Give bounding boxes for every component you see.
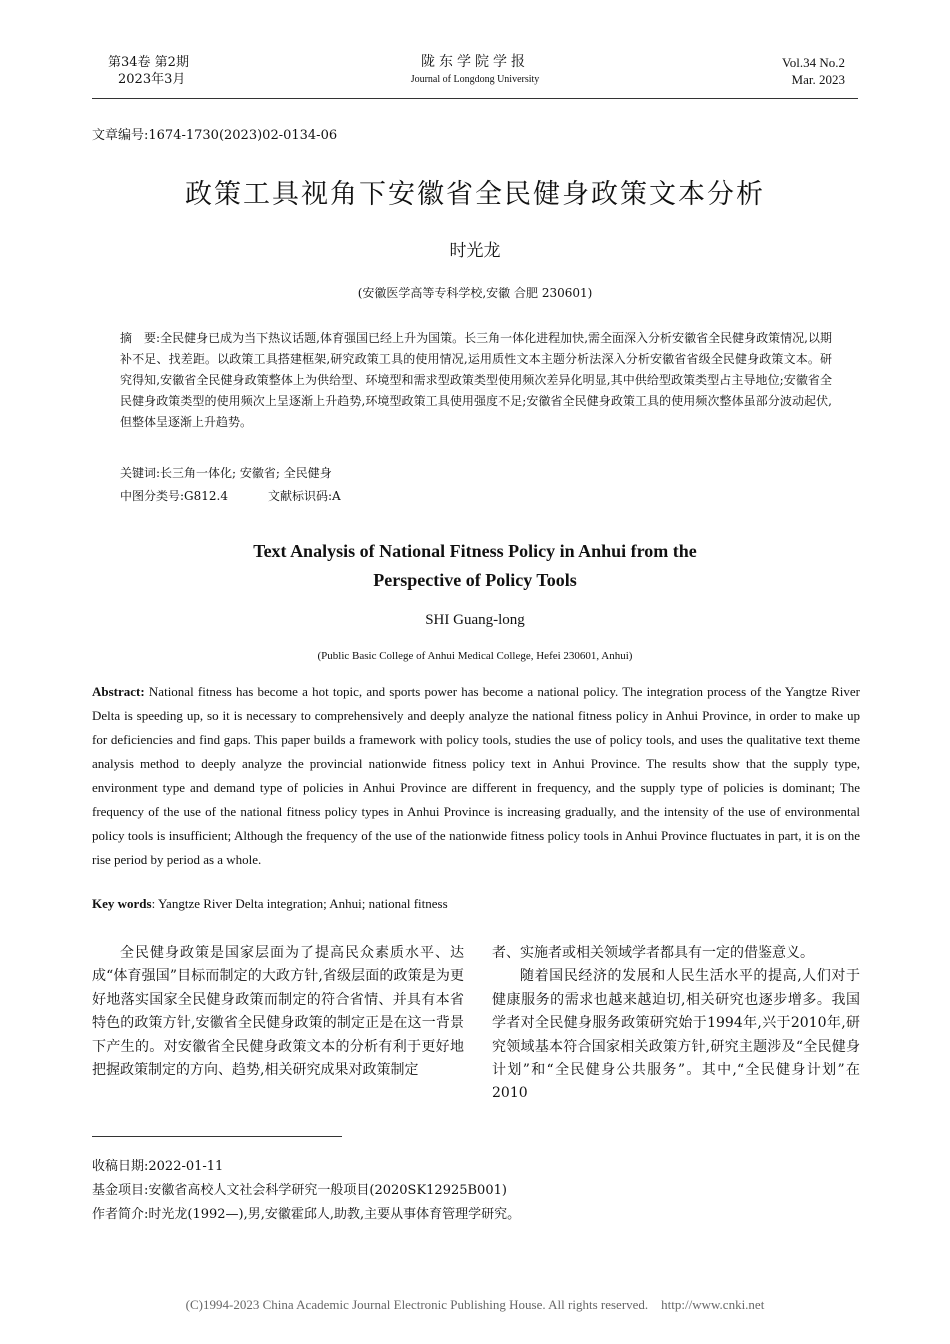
journal-name-en: Journal of Longdong University [410,74,540,85]
title-english [0,537,950,595]
title-english-line2: Perspective of Policy Tools [373,570,577,590]
body-paragraph: 随着国民经济的发展和人民生活水平的提高,人们对于健康服务的需求也越来越迫切,相关研究也逐步增多。我国学者对全民健身服务政策研究始于1994年,兴于2010年,研究领域基本符合国家相关政策方针,研究主题涉及“全民健身计划”和“全民健身公共服务”。其中,“全民健身计划”在2010 [492,968,860,1102]
classification-code: 中图分类号:G812.4 [120,489,228,503]
header-date-cn: 2023年3月 [118,72,186,87]
footnote-received-date: 收稿日期:2022-01-11 [92,1159,224,1174]
title-chinese: 政策工具视角下安徽省全民健身政策文本分析 [185,179,765,210]
document-code: 文献标识码:A [267,489,341,503]
classification-line [120,487,341,504]
title-english-line1: Text Analysis of National Fitness Policy in Anhui from the [253,541,697,561]
abstract-english-label: Abstract: [92,684,145,699]
header-volume-en [700,54,845,88]
header-volume: 第34卷 第2期 [108,55,189,70]
header-volume-issue [108,54,308,88]
abstract-english [92,680,860,872]
header-rule [92,98,858,99]
body-paragraph-continued: 者、实施者或相关领域学者都具有一定的借鉴意义。 [492,945,814,961]
header-date-en: Mar. 2023 [791,72,845,87]
body-column-left [92,942,464,1082]
header-journal [300,54,650,88]
footnotes [92,1155,520,1227]
author-chinese: 时光龙 [449,241,501,261]
keywords-english-text: : Yangtze River Delta integration; Anhui; national fitness [151,896,448,911]
copyright-watermark: (C)1994-2023 China Academic Journal Electronic Publishing House. All rights reserved. http://www.cnki.net [185,1297,765,1312]
footnote-author-bio: 作者简介:时光龙(1992—),男,安徽霍邱人,助教,主要从事体育管理学研究。 [92,1207,521,1222]
abstract-english-text: National fitness has become a hot topic, and sports power has become a national policy. The integration process of the Yangtze River Delta is speeding up, so it is necessary to comprehensively and deeply analyze the national fitness policy in Anhui Province, in order to make up for deficiencies and find gaps. This paper builds a framework with policy tools, studies the use of policy tools, and uses the qualitative text theme analysis method to deeply analyze the provincial nationwide fitness policy text in Anhui Province. The results show that the supply type, environment type and demand type of policies in Anhui Province are different in frequency, and the supply type of policies is dominant; The frequency of the use of the national fitness policy types in Anhui Province is increasing gradually, and the intensity of the use of environmental policy tools is insufficient; Although the frequency of the use of the nationwide fitness policy tools in Anhui Province fluctuates in part, it is on the rise period by period as a whole. [92,684,861,867]
affiliation-chinese: (安徽医学高等专科学校,安徽 合肥 230601) [357,286,593,300]
affiliation-english: (Public Basic College of Anhui Medical College, Hefei 230601, Anhui) [317,650,633,662]
article-number: 文章编号:1674-1730(2023)02-0134-06 [92,128,338,143]
keywords-english-label: Key words [92,896,152,911]
footnote-fund: 基金项目:安徽省高校人文社会科学研究一般项目(2020SK12925B001) [92,1183,507,1198]
author-english: SHI Guang-long [425,612,525,628]
header-vol-no: Vol.34 No.2 [782,55,845,70]
footnote-rule [92,1136,342,1137]
keywords-chinese: 关键词:长三角一体化; 安徽省; 全民健身 [120,466,332,480]
body-paragraph: 全民健身政策是国家层面为了提高民众素质水平、达成“体育强国”目标而制定的大政方针,省级层面的政策是为更好地落实国家全民健身政策而制定的符合省情、并具有本省特色的政策方针,安徽省全民健身政策的制定正是在这一背景下产生的。对安徽省全民健身政策文本的分析有利于更好地把握政策制定的方向、趋势,相关研究成果对政策制定 [92,945,464,1079]
body-column-right [492,942,860,1106]
abstract-chinese: 摘 要:全民健身已成为当下热议话题,体育强国已经上升为国策。长三角一体化进程加快,需全面深入分析安徽省全民健身政策情况,以期补不足、找差距。以政策工具搭建框架,研究政策工具的使用情况,运用质性文本主题分析法深入分析安徽省省级全民健身政策文本。研究得知,安徽省全民健身政策整体上为供给型、环境型和需求型政策类型使用频次差异化明显,其中供给型政策类型占主导地位;安徽省全民健身政策类型的使用频次上呈逐渐上升趋势,环境型政策工具使用强度不足;安徽省全民健身政策工具的使用频次整体虽部分波动起伏,但整体呈逐渐上升趋势。 [120,331,832,429]
journal-name-cn: 陇东学院学报 [421,54,529,70]
keywords-english [92,896,448,912]
